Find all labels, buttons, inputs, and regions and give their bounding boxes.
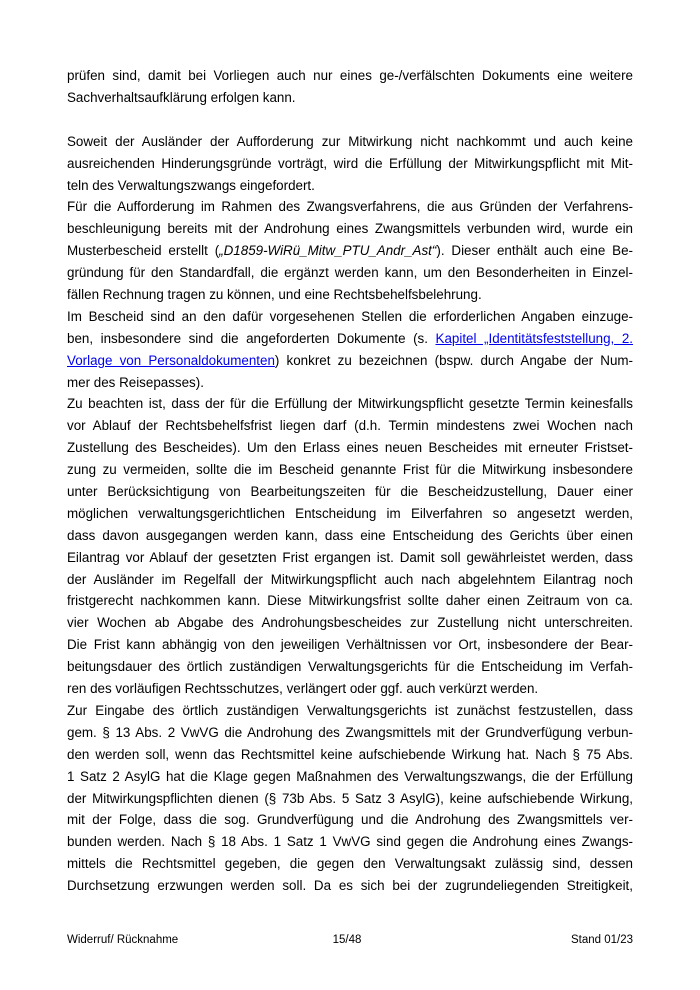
text-line: beitungsdauer des örtlich zuständigen Verwaltungsgerichts für die Entscheidung im Verfah- [67, 659, 633, 675]
document-body [67, 65, 633, 897]
text-line: bunden werden. Nach § 18 Abs. 1 Satz 1 VwVG sind gegen die Androhung eines Zwangs- [67, 834, 633, 850]
footer-document-title: Widerruf/ Rücknahme [67, 934, 179, 946]
footer-page-number: 15/48 [332, 934, 362, 946]
text-line: Für die Aufforderung im Rahmen des Zwangsverfahrens, die aus Gründen der Verfahrens- [67, 199, 633, 215]
text-line: fristgerecht nachkommen kann. Diese Mitwirkungsfrist sollte daher einen Zeitraum von ca. [67, 593, 633, 609]
text-segment: ben, insbesondere sind die angeforderten Dokumente (s. [67, 330, 436, 346]
text-line: Zustellung des Bescheides). Um den Erlass eines neuen Bescheides mit erneuter Fristset- [67, 440, 633, 456]
text-line: Sachverhaltsaufklärung erfolgen kann. [67, 89, 296, 105]
text-line: Die Frist kann abhängig von den jeweiligen Verhältnissen vor Ort, insbesondere der Bear- [67, 637, 633, 653]
text-line-with-link [67, 350, 633, 372]
text-line: gründung für den Standardfall, die ergänzt werden kann, um den Besonderheiten in Einzel- [67, 265, 633, 281]
template-filename: „D1859-WiRü_Mitw_PTU_Andr_Ast“ [219, 243, 437, 259]
text-line: den werden soll, wenn das Rechtsmittel keine aufschiebende Wirkung hat. Nach § 75 Abs. [67, 746, 633, 762]
text-line: vier Wochen ab Abgabe des Androhungsbescheides zur Zustellung nicht unterschreiten. [67, 615, 633, 631]
text-line: Durchsetzung erzwungen werden soll. Da es sich bei der zugrundeliegenden Streitigkeit, [67, 878, 633, 894]
text-line-with-link [67, 328, 633, 350]
text-line: ausreichenden Hinderungsgründe vorträgt, wird die Erfüllung der Mitwirkungspflicht mit Mit- [67, 155, 633, 171]
text-segment: ). Dieser enthält auch eine Be- [436, 243, 633, 259]
text-line: mittels die Rechtsmittel gegeben, die gegen den Verwaltungsakt zulässig sind, dessen [67, 856, 633, 872]
text-line: prüfen sind, damit bei Vorliegen auch nur eines ge-/verfälschten Dokuments eine weitere [67, 68, 633, 83]
text-line: fällen Rechnung tragen zu können, und eine Rechtsbehelfsbelehrung. [67, 287, 482, 303]
text-line: ren des vorläufigen Rechtsschutzes, verlängert oder ggf. auch verkürzt werden. [67, 681, 539, 697]
paragraph-gap [67, 109, 633, 131]
text-line: vor Ablauf der Rechtsbehelfsfrist liegen darf (d.h. Termin mindestens zwei Wochen nach [67, 418, 633, 434]
text-segment: Musterbescheid erstellt ( [67, 243, 220, 259]
text-line: Zu beachten ist, dass der für die Erfüllung der Mitwirkungspflicht gesetzte Termin keinesfalls [67, 396, 633, 412]
text-segment: ) konkret zu bezeichnen (bspw. durch Angabe der Num- [274, 352, 634, 368]
chapter-link-identitaetsfeststellung[interactable]: Kapitel „Identitätsfeststellung, 2. [435, 330, 633, 346]
text-line: dass davon ausgegangen werden kann, dass eine Entscheidung des Gerichts über einen [67, 527, 633, 543]
text-line: der Mitwirkungspflichten dienen (§ 73b Abs. 5 Satz 3 AsylG), keine aufschiebende Wirkung, [67, 790, 633, 806]
text-line: 1 Satz 2 AsylG hat die Klage gegen Maßnahmen des Verwaltungszwangs, die der Erfüllung [67, 768, 633, 784]
text-line: gem. § 13 Abs. 2 VwVG die Androhung des Zwangsmittels mit der Grundverfügung verbun- [67, 724, 633, 740]
text-line: mer des Reisepasses). [67, 374, 204, 390]
footer-version-stand: Stand 01/23 [570, 934, 633, 946]
text-line: Zur Eingabe des örtlich zuständigen Verwaltungsgerichts ist zunächst festzustellen, dass [67, 702, 633, 718]
text-line: Im Bescheid sind an den dafür vorgesehenen Stellen die erforderlichen Angaben einzuge- [67, 308, 633, 324]
page-footer [67, 932, 633, 948]
text-line: der Ausländer im Regelfall der Mitwirkungspflicht auch nach abgelehntem Eilantrag noch [67, 571, 633, 587]
text-line-with-filename [67, 240, 633, 262]
text-line: mit der Folge, dass die sog. Grundverfügung und die Androhung des Zwangsmittels ver- [67, 812, 633, 828]
text-line: unter Berücksichtigung von Bearbeitungszeiten für die Bescheidzustellung, Dauer einer [67, 484, 633, 500]
text-line: Soweit der Ausländer der Aufforderung zur Mitwirkung nicht nachkommt und auch keine [67, 133, 633, 149]
text-line: Eilantrag vor Ablauf der gesetzten Frist ergangen ist. Damit soll gewährleistet werden, dass [67, 549, 633, 565]
chapter-link-personaldokumente[interactable]: Vorlage von Personaldokumenten [67, 352, 275, 368]
text-line: möglichen verwaltungsgerichtlichen Entscheidung im Eilverfahren so angesetzt werden, [67, 505, 633, 521]
text-line: teln des Verwaltungszwangs eingefordert. [67, 177, 315, 193]
text-line: beschleunigung bereits mit der Androhung eines Zwangsmittels verbunden wird, wurde ein [67, 221, 633, 237]
text-line: zung zu vermeiden, sollte die im Bescheid genannte Frist für die Mitwirkung insbesondere [67, 462, 633, 478]
